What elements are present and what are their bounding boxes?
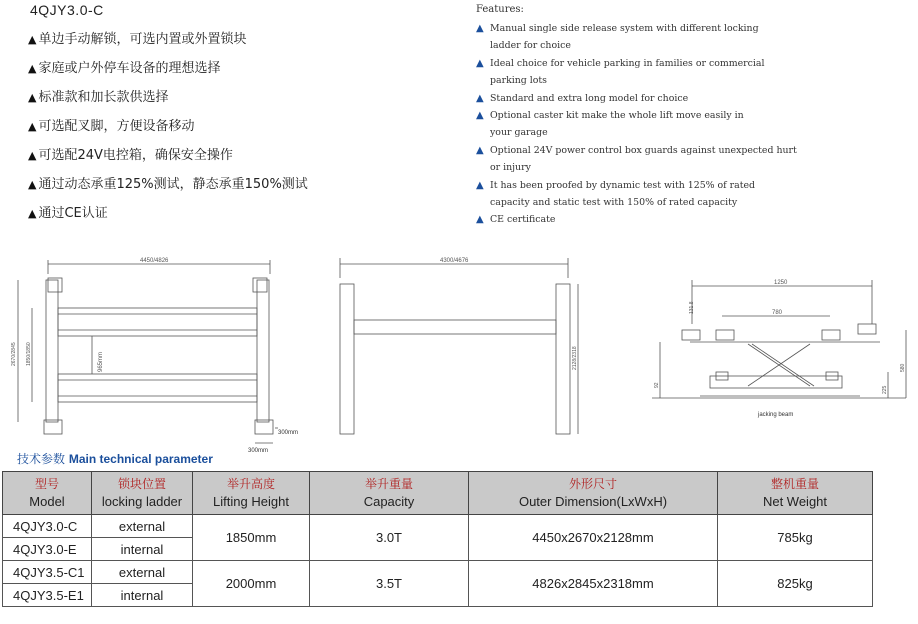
technical-drawings	[0, 248, 918, 454]
features-en-list	[476, 20, 810, 229]
triangle-bullet-icon: ▲	[28, 62, 37, 75]
cell-model: 4QJY3.5-E1	[3, 584, 92, 607]
list-item	[476, 20, 810, 37]
feature-en-text: or injury	[490, 162, 531, 174]
feature-cn-text: 通过动态承重125%测试，静态承重150%测试	[38, 177, 308, 192]
feature-en-text: ladder for choice	[490, 40, 571, 52]
cell-height: 1850mm	[193, 515, 310, 561]
feature-en-text: Ideal choice for vehicle parking in families or commercial	[490, 57, 765, 69]
list-item	[476, 194, 810, 211]
table-row	[3, 561, 873, 584]
cell-ladder: internal	[92, 538, 193, 561]
jacking-beam-caption: jacking beam	[758, 412, 794, 418]
jack-h1-label: 131.8	[689, 301, 695, 314]
caster-depth-label: 300mm	[248, 448, 269, 454]
list-item	[476, 124, 810, 141]
features-heading: Features:	[476, 4, 524, 15]
triangle-bullet-icon: ▲	[28, 149, 37, 162]
model-title: 4QJY3.0-C	[30, 2, 104, 18]
params-caption-cn: 技术参数	[17, 452, 66, 466]
list-item	[476, 211, 810, 228]
jacking-beam-drawing	[652, 280, 906, 418]
list-item	[28, 59, 308, 88]
cell-dimension: 4826x2845x2318mm	[469, 561, 718, 607]
ladder-span-label: 965mm	[98, 351, 104, 372]
feature-en-text: Optional 24V power control box guards against unexpected hurt	[490, 144, 797, 156]
feature-en-text: Standard and extra long model for choice	[490, 92, 689, 104]
caster-width-label: 300mm	[278, 430, 299, 436]
list-item	[476, 37, 810, 54]
triangle-bullet-icon: ▲	[476, 110, 484, 122]
list-item	[28, 30, 308, 59]
features-cn-list	[28, 30, 308, 233]
cell-dimension: 4450x2670x2128mm	[469, 515, 718, 561]
triangle-bullet-icon: ▲	[476, 23, 484, 34]
jack-h3-label: 225	[882, 385, 888, 394]
list-item	[476, 107, 810, 124]
triangle-bullet-icon: ▲	[476, 214, 484, 226]
top-view-drawing	[11, 258, 298, 454]
list-item	[476, 55, 810, 72]
side-height-label: 2128/2318	[572, 346, 578, 370]
list-item	[28, 117, 308, 146]
feature-en-text: parking lots	[490, 75, 547, 87]
triangle-bullet-icon: ▲	[476, 92, 484, 104]
triangle-bullet-icon: ▲	[28, 178, 37, 191]
header-locking-ladder: 锁块位置 locking ladder	[92, 472, 193, 515]
table-header-row	[3, 472, 873, 515]
feature-en-text: capacity and static test with 150% of rated capacity	[490, 197, 738, 209]
cell-weight: 785kg	[718, 515, 873, 561]
header-lifting-height: 举升高度 Lifting Height	[193, 472, 310, 515]
cell-ladder: external	[92, 561, 193, 584]
triangle-bullet-icon: ▲	[28, 207, 37, 220]
outer-height-label: 2670/2845	[11, 342, 17, 366]
jack-h4-label: 580	[900, 363, 906, 372]
side-view-drawing	[340, 258, 578, 434]
cell-weight: 825kg	[718, 561, 873, 607]
header-model: 型号 Model	[3, 472, 92, 515]
triangle-bullet-icon: ▲	[28, 120, 37, 133]
top-width-label: 4450/4826	[140, 258, 169, 264]
header-outer-dimension: 外形尺寸 Outer Dimension(LxWxH)	[469, 472, 718, 515]
feature-cn-text: 单边手动解锁，可选内置或外置锁块	[38, 32, 247, 47]
cell-height: 2000mm	[193, 561, 310, 607]
list-item	[28, 204, 308, 233]
feature-en-text: Manual single side release system with different locking	[490, 23, 759, 34]
feature-en-text: CE certificate	[490, 214, 556, 226]
feature-en-text: your garage	[490, 127, 548, 139]
list-item	[476, 177, 810, 194]
list-item	[28, 146, 308, 175]
cell-capacity: 3.5T	[310, 561, 469, 607]
feature-en-text: It has been proofed by dynamic test with 125% of rated	[490, 179, 756, 191]
jack-top-label: 1250	[774, 280, 788, 286]
jack-h2-label: 92	[654, 382, 660, 388]
list-item	[476, 142, 810, 159]
side-width-label: 4300/4676	[440, 258, 469, 264]
cell-capacity: 3.0T	[310, 515, 469, 561]
params-caption	[17, 450, 213, 467]
jack-inner-label: 780	[772, 310, 783, 316]
cell-ladder: external	[92, 515, 193, 538]
spec-table	[2, 471, 873, 607]
triangle-bullet-icon: ▲	[476, 179, 484, 191]
feature-cn-text: 可选配24V电控箱，确保安全操作	[38, 148, 233, 163]
cell-model: 4QJY3.0-E	[3, 538, 92, 561]
cell-model: 4QJY3.0-C	[3, 515, 92, 538]
feature-cn-text: 通过CE认证	[38, 206, 108, 221]
list-item	[476, 72, 810, 89]
feature-cn-text: 标准款和加长款供选择	[38, 90, 169, 105]
cell-ladder: internal	[92, 584, 193, 607]
triangle-bullet-icon: ▲	[28, 33, 37, 46]
feature-en-text: Optional caster kit make the whole lift move easily in	[490, 110, 744, 122]
list-item	[28, 175, 308, 204]
params-caption-en: Main technical parameter	[68, 452, 213, 466]
table-row	[3, 515, 873, 538]
inner-height-label: 1850/1850	[26, 342, 32, 366]
triangle-bullet-icon: ▲	[476, 57, 484, 69]
triangle-bullet-icon: ▲	[476, 144, 484, 156]
list-item	[28, 88, 308, 117]
feature-cn-text: 可选配叉脚，方便设备移动	[38, 119, 195, 134]
triangle-bullet-icon: ▲	[28, 91, 37, 104]
cell-model: 4QJY3.5-C1	[3, 561, 92, 584]
list-item	[476, 90, 810, 107]
feature-cn-text: 家庭或户外停车设备的理想选择	[38, 61, 221, 76]
header-capacity: 举升重量 Capacity	[310, 472, 469, 515]
header-net-weight: 整机重量 Net Weight	[718, 472, 873, 515]
list-item	[476, 159, 810, 176]
